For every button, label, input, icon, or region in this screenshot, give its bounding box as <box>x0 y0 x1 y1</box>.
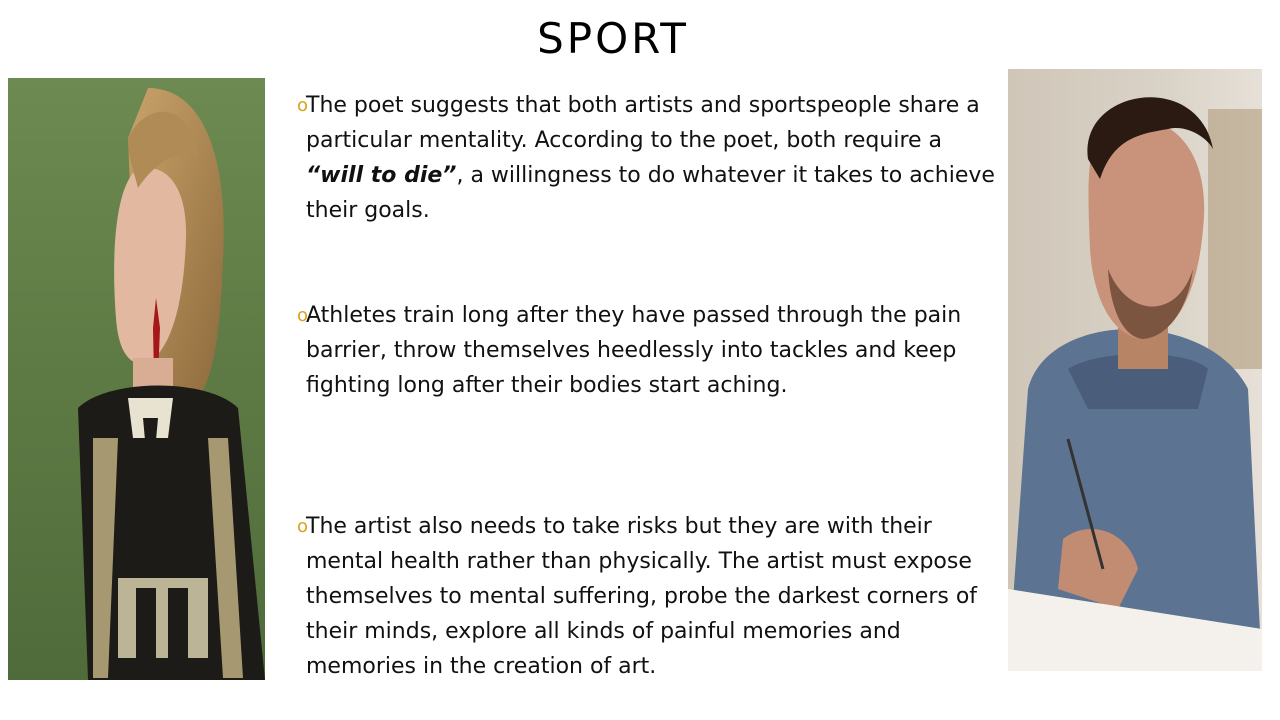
slide-title: SPORT <box>537 14 689 63</box>
bullet-athletes <box>297 298 997 403</box>
bullet-marker: o <box>297 516 309 537</box>
bullet-will-to-die <box>297 88 997 228</box>
bullet-marker: o <box>297 305 309 326</box>
bullet-text: Athletes train long after they have passed through the pain barrier, throw themselves heedlessly into tackles and keep fighting long after their bodies start aching. <box>306 303 962 398</box>
bullet-text: The artist also needs to take risks but they are with their mental health rather than physically. The artist must expose themselves to mental suffering, probe the darkest corners of their minds, explore all kinds of painful memories and memories in the creation of art. <box>306 514 978 679</box>
bullet-marker: o <box>297 95 309 116</box>
bullet-text <box>297 88 997 228</box>
bullet-text-pre: The poet suggests that both artists and sportspeople share a particular mentality. According to the poet, both require a <box>306 93 980 153</box>
athlete-photo <box>8 78 265 680</box>
writer-photo <box>1008 69 1262 671</box>
bullet-text-post: , a willingness to do whatever it takes to achieve their goals. <box>306 163 995 223</box>
bullet-emphasis: “will to die” <box>306 163 457 188</box>
bullet-artist <box>297 509 997 684</box>
